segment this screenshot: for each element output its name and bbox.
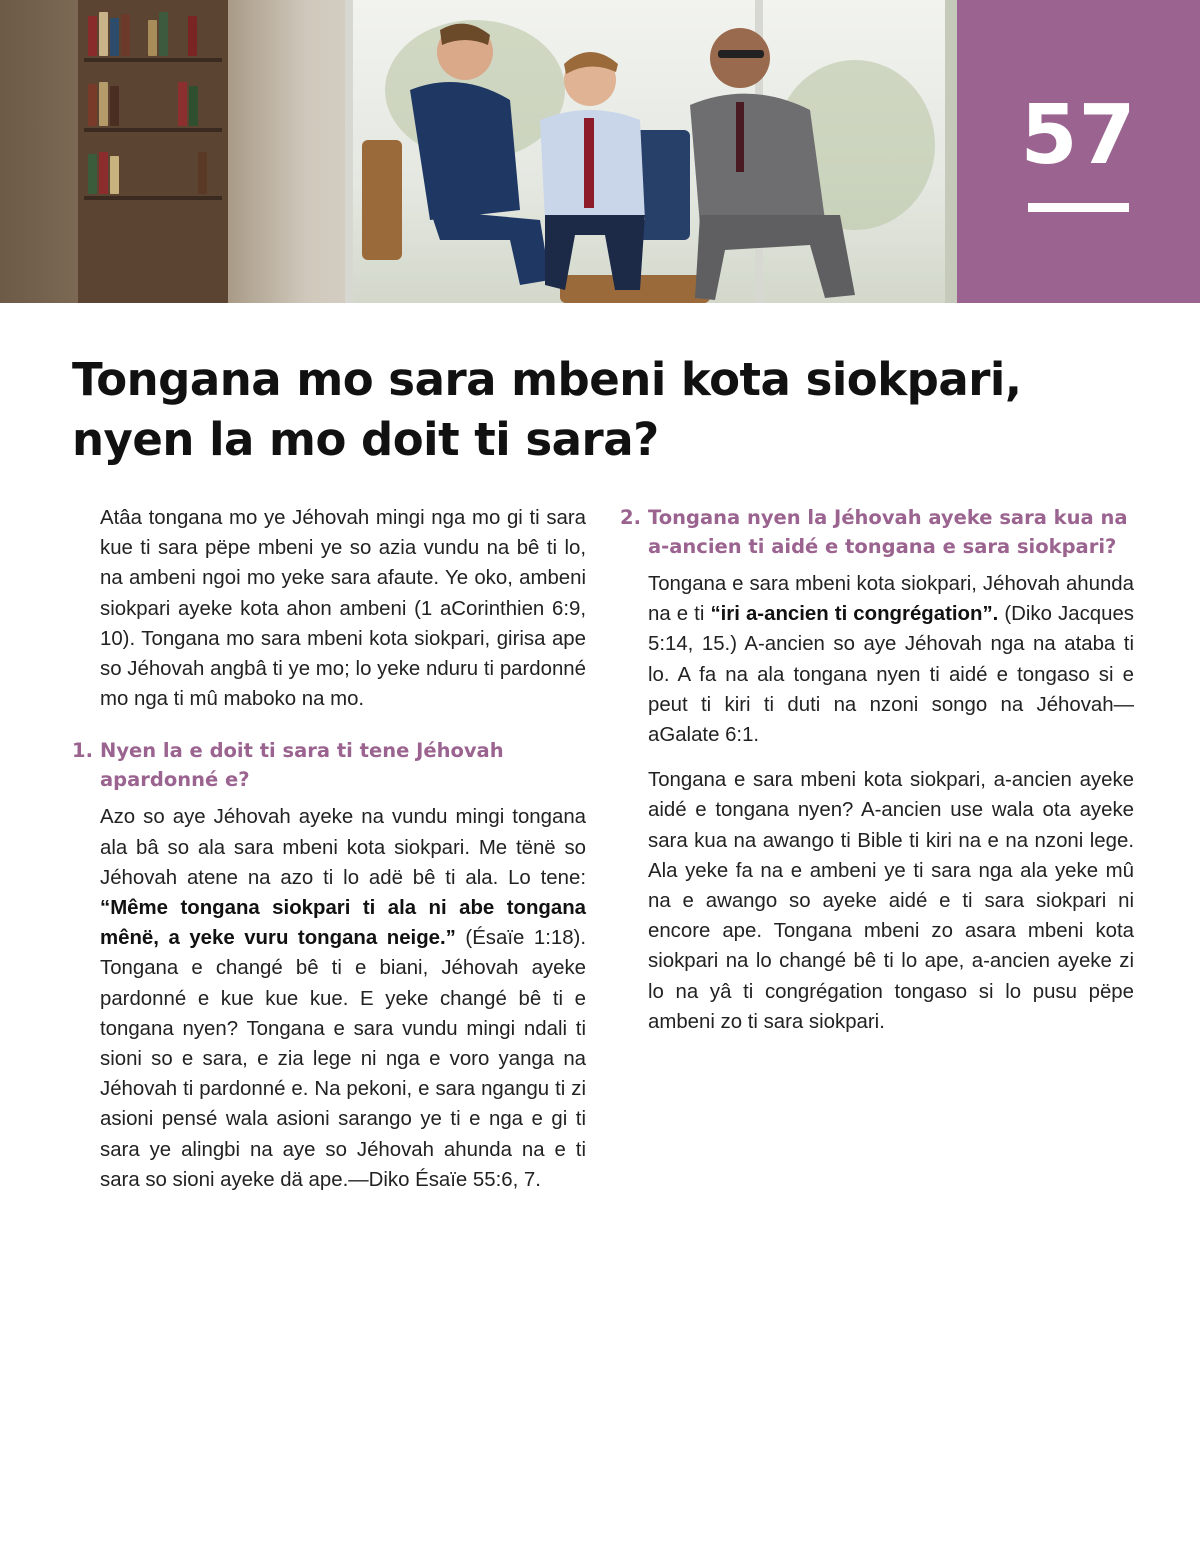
page-title [72, 350, 1132, 470]
lesson-number-underline [1028, 203, 1129, 212]
lesson-number-tab [957, 0, 1200, 303]
section-2-paragraph-1 [620, 569, 1134, 750]
section-1-text-after: (Ésaïe 1:18). Tongana e changé bê ti e biani, Jéhovah ayeke pardonné e kue kue kue. E yeke changé bê ti e tongana nyen? Tongana e sara vundu mingi ndali ti sioni so e sara, e zia lege ni nga e voro yanga na Jéhovah ti pardonné e. Na pekoni, e sara ngangu ti zi asioni pensé wala asioni sarango ye ti e nga e gi ti sara ye alingbi na aye so Jéhovah ahunda na e ti sara so sioni ayeke dä ape.—Diko Ésaïe 55:6, 7. [100, 927, 587, 1191]
lesson-number: 57 [1020, 88, 1137, 183]
section-2-quote: “iri a-ancien ti congrégation”. [710, 603, 999, 626]
section-2-question [620, 503, 1134, 561]
section-1-text-before: Azo so aye Jéhovah ayeke na vundu mingi tongana ala bâ so ala sara mbeni kota siokpari. Me tënë so Jéhovah atene na azo ti lo adë bê ti ala. Lo tene: [100, 806, 586, 889]
person-right [640, 10, 880, 303]
title-line-1: Tongana mo sara mbeni kota siokpari, [72, 353, 1022, 406]
header-photo [0, 0, 957, 303]
intro-paragraph: Atâa tongana mo ye Jéhovah mingi nga mo gi ti sara kue ti sara pëpe mbeni ye so azia vundu na bê ti lo, na ambeni ngoi mo yeke sara afaute. Ye oko, ambeni siokpari ayeke kota ahon ambeni (1 aCorinthien 6:9, 10). Tongana mo sara mbeni kota siokpari, girisa ape so Jéhovah angbâ ti ye mo; lo yeke nduru ti pardonné mo nga ti mû maboko na mo. [100, 507, 586, 711]
title-line-2: nyen la mo doit ti sara? [72, 413, 659, 466]
right-column [620, 503, 1134, 1052]
left-column [72, 503, 586, 1210]
section-1-paragraph [72, 802, 586, 1195]
section-2-number: 2. [620, 506, 641, 529]
section-2-question-text: Tongana nyen la Jéhovah ayeke sara kua na a-ancien ti aidé e tongana e sara siokpari? [648, 506, 1128, 558]
bookshelf [78, 0, 228, 303]
section-1-quote: “Même tongana siokpari ti ala ni abe tongana mênë, a yeke vuru tongana neige.” [100, 897, 586, 950]
section-1-number: 1. [72, 739, 93, 763]
section-2-text-after: (Diko Jacques 5:14, 15.) A-ancien so aye Jéhovah nga na ataba ti lo. A fa na ala tongana nyen ti aidé e tongaso si e peut ti kiri ti duti na nzoni songo na Jéhovah—aGalate 6:1. [648, 603, 1134, 747]
section-2-text-before: Tongana e sara mbeni kota siokpari, Jéhovah ahunda na e ti [648, 573, 1134, 626]
section-1-question-text: Nyen la e doit ti sara ti tene Jéhovah apardonné e? [100, 739, 504, 792]
section-2-paragraph-2: Tongana e sara mbeni kota siokpari, a-ancien ayeke aidé e tongana nyen? A-ancien use wala ota ayeke sara kua na awango ti Bible ti kiri na e na nzoni lege. Ala yeke fa na e ambeni ye ti sara nga ala yeke mû na e awango so ayeke aidé e ti sara siokpari ni encore ape. Tongana mbeni zo asara mbeni kota siokpari na lo changé bê ti lo ape, a-ancien ayeke zi lo na yâ ti congrégation tongaso si lo pusu pëpe ambeni zo ti sara siokpari. [648, 769, 1134, 1033]
section-1-question [72, 736, 586, 794]
